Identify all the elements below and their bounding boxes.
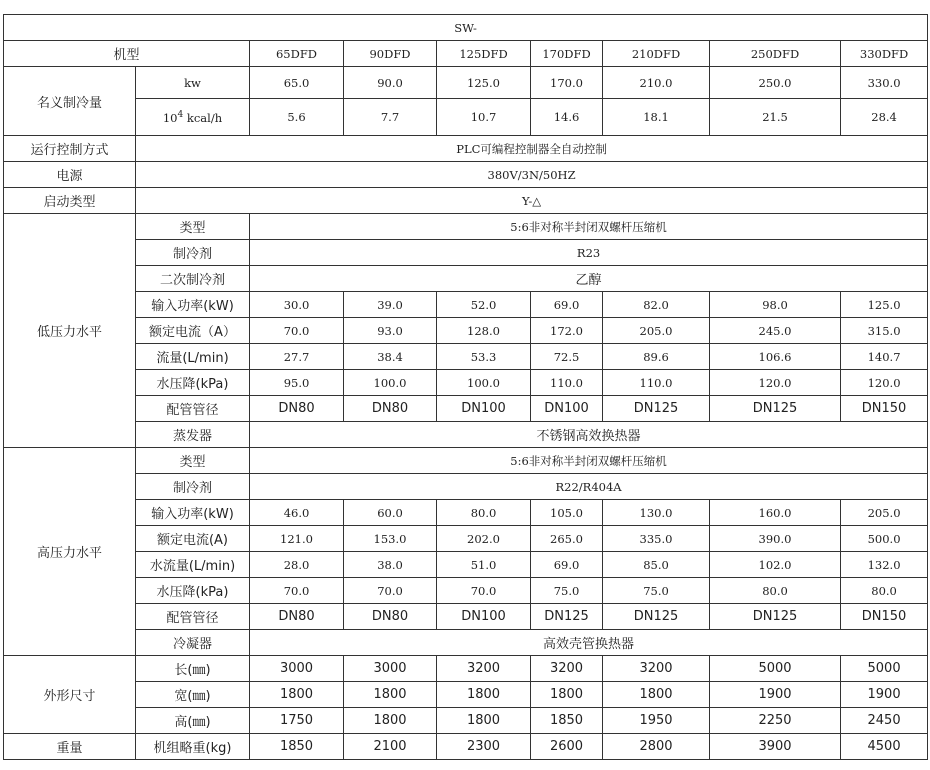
low-evap-row (4, 422, 928, 448)
low-type-value: 5:6非对称半封闭双螺杆压缩机 (250, 214, 928, 240)
dims-length-cell: 3200 (437, 656, 531, 682)
low-drop-cell: 120.0 (710, 370, 841, 396)
low-power-label: 输入功率(kW) (136, 292, 250, 318)
high-current-cell: 121.0 (250, 526, 344, 552)
high-current-label: 额定电流(A) (136, 526, 250, 552)
low-pipe-cell: DN80 (250, 396, 344, 422)
low-drop-row (4, 370, 928, 396)
startup-label: 启动类型 (4, 188, 136, 214)
high-current-cell: 202.0 (437, 526, 531, 552)
high-pipe-cell: DN125 (531, 604, 603, 630)
capacity-kw-cell: 250.0 (710, 67, 841, 99)
high-drop-cell: 75.0 (531, 578, 603, 604)
low-pipe-label: 配管管径 (136, 396, 250, 422)
dims-height-cell: 1950 (603, 708, 710, 734)
low-flow-cell: 106.6 (710, 344, 841, 370)
weight-cell: 2800 (603, 734, 710, 760)
low-current-cell: 93.0 (344, 318, 437, 344)
high-flow-row (4, 552, 928, 578)
capacity-kw-cell: 210.0 (603, 67, 710, 99)
high-current-cell: 265.0 (531, 526, 603, 552)
low-current-cell: 205.0 (603, 318, 710, 344)
capacity-kcal-cell: 10.7 (437, 99, 531, 136)
dims-length-row (4, 656, 928, 682)
low-drop-cell: 100.0 (344, 370, 437, 396)
high-drop-label: 水压降(kPa) (136, 578, 250, 604)
low-drop-cell: 120.0 (841, 370, 928, 396)
dims-height-cell: 1800 (437, 708, 531, 734)
dims-height-cell: 1850 (531, 708, 603, 734)
low-current-row (4, 318, 928, 344)
low-secondary-row (4, 266, 928, 292)
high-power-cell: 80.0 (437, 500, 531, 526)
high-cond-label: 冷凝器 (136, 630, 250, 656)
dims-width-cell: 1900 (841, 682, 928, 708)
dims-length-label: 长(㎜) (136, 656, 250, 682)
low-type-label: 类型 (136, 214, 250, 240)
capacity-kcal-unit (136, 99, 250, 136)
low-power-cell: 125.0 (841, 292, 928, 318)
high-power-label: 输入功率(kW) (136, 500, 250, 526)
low-power-cell: 98.0 (710, 292, 841, 318)
capacity-kw-row (4, 67, 928, 99)
dims-width-cell: 1800 (344, 682, 437, 708)
high-power-cell: 130.0 (603, 500, 710, 526)
high-drop-cell: 75.0 (603, 578, 710, 604)
high-pipe-label: 配管管径 (136, 604, 250, 630)
low-current-cell: 70.0 (250, 318, 344, 344)
model-cell: 65DFD (250, 41, 344, 67)
model-label: 机型 (4, 41, 250, 67)
low-flow-cell: 89.6 (603, 344, 710, 370)
dims-length-cell: 5000 (841, 656, 928, 682)
dims-width-cell: 1800 (603, 682, 710, 708)
control-row (4, 136, 928, 162)
startup-value: Y-△ (136, 188, 928, 214)
power-row (4, 162, 928, 188)
low-refrigerant-label: 制冷剂 (136, 240, 250, 266)
high-flow-cell: 51.0 (437, 552, 531, 578)
dims-height-label: 高(㎜) (136, 708, 250, 734)
high-section-label: 高压力水平 (4, 448, 136, 656)
model-cell: 90DFD (344, 41, 437, 67)
low-current-cell: 128.0 (437, 318, 531, 344)
dims-height-cell: 1750 (250, 708, 344, 734)
high-flow-cell: 69.0 (531, 552, 603, 578)
low-flow-cell: 140.7 (841, 344, 928, 370)
high-flow-cell: 102.0 (710, 552, 841, 578)
high-drop-cell: 70.0 (437, 578, 531, 604)
high-flow-cell: 38.0 (344, 552, 437, 578)
low-drop-cell: 110.0 (531, 370, 603, 396)
control-label: 运行控制方式 (4, 136, 136, 162)
high-refrigerant-row (4, 474, 928, 500)
model-cell: 210DFD (603, 41, 710, 67)
low-section-label: 低压力水平 (4, 214, 136, 448)
low-current-cell: 245.0 (710, 318, 841, 344)
high-current-cell: 500.0 (841, 526, 928, 552)
capacity-kw-cell: 170.0 (531, 67, 603, 99)
high-drop-cell: 80.0 (710, 578, 841, 604)
control-value: PLC可编程控制器全自动控制 (136, 136, 928, 162)
high-power-cell: 60.0 (344, 500, 437, 526)
capacity-kw-cell: 90.0 (344, 67, 437, 99)
low-flow-row (4, 344, 928, 370)
high-current-cell: 153.0 (344, 526, 437, 552)
model-cell: 330DFD (841, 41, 928, 67)
dims-height-cell: 2450 (841, 708, 928, 734)
dims-height-cell: 1800 (344, 708, 437, 734)
dims-length-cell: 3000 (344, 656, 437, 682)
high-refrigerant-label: 制冷剂 (136, 474, 250, 500)
high-drop-cell: 70.0 (344, 578, 437, 604)
low-current-cell: 315.0 (841, 318, 928, 344)
capacity-kcal-cell: 21.5 (710, 99, 841, 136)
dims-length-cell: 3000 (250, 656, 344, 682)
dims-height-row (4, 708, 928, 734)
model-cell: 170DFD (531, 41, 603, 67)
high-pipe-row (4, 604, 928, 630)
weight-cell: 2100 (344, 734, 437, 760)
dims-width-cell: 1800 (437, 682, 531, 708)
low-power-cell: 82.0 (603, 292, 710, 318)
capacity-kw-cell: 65.0 (250, 67, 344, 99)
series-title: SW- (4, 15, 928, 41)
high-refrigerant-value: R22/R404A (250, 474, 928, 500)
weight-sub-label: 机组略重(kg) (136, 734, 250, 760)
low-pipe-cell: DN150 (841, 396, 928, 422)
low-pipe-cell: DN100 (437, 396, 531, 422)
weight-cell: 4500 (841, 734, 928, 760)
high-current-cell: 390.0 (710, 526, 841, 552)
low-pipe-cell: DN80 (344, 396, 437, 422)
low-flow-cell: 53.3 (437, 344, 531, 370)
capacity-kcal-cell: 5.6 (250, 99, 344, 136)
high-flow-cell: 28.0 (250, 552, 344, 578)
capacity-kcal-cell: 7.7 (344, 99, 437, 136)
high-drop-row (4, 578, 928, 604)
high-power-cell: 46.0 (250, 500, 344, 526)
low-secondary-label: 二次制冷剂 (136, 266, 250, 292)
power-value: 380V/3N/50HZ (136, 162, 928, 188)
model-cell: 125DFD (437, 41, 531, 67)
dims-width-row (4, 682, 928, 708)
weight-row (4, 734, 928, 760)
low-flow-label: 流量(L/min) (136, 344, 250, 370)
low-drop-label: 水压降(kPa) (136, 370, 250, 396)
high-power-row (4, 500, 928, 526)
capacity-kw-unit: kw (136, 67, 250, 99)
high-pipe-cell: DN80 (344, 604, 437, 630)
title-row (4, 15, 928, 41)
low-power-cell: 69.0 (531, 292, 603, 318)
high-pipe-cell: DN150 (841, 604, 928, 630)
low-evap-value: 不锈钢高效换热器 (250, 422, 928, 448)
high-type-label: 类型 (136, 448, 250, 474)
low-power-row (4, 292, 928, 318)
capacity-kw-cell: 330.0 (841, 67, 928, 99)
weight-label: 重量 (4, 734, 136, 760)
spec-table (3, 14, 928, 760)
high-cond-value: 高效壳管换热器 (250, 630, 928, 656)
low-drop-cell: 110.0 (603, 370, 710, 396)
low-evap-label: 蒸发器 (136, 422, 250, 448)
high-pipe-cell: DN80 (250, 604, 344, 630)
dims-label: 外形尺寸 (4, 656, 136, 734)
weight-cell: 1850 (250, 734, 344, 760)
capacity-kcal-cell: 28.4 (841, 99, 928, 136)
low-pipe-cell: DN125 (710, 396, 841, 422)
weight-cell: 3900 (710, 734, 841, 760)
kcal-unit-rest: kcal/h (186, 110, 223, 125)
capacity-kcal-row (4, 99, 928, 136)
dims-height-cell: 2250 (710, 708, 841, 734)
model-row (4, 41, 928, 67)
high-flow-cell: 132.0 (841, 552, 928, 578)
high-power-cell: 105.0 (531, 500, 603, 526)
high-current-cell: 335.0 (603, 526, 710, 552)
low-power-cell: 30.0 (250, 292, 344, 318)
low-flow-cell: 38.4 (344, 344, 437, 370)
low-type-row (4, 214, 928, 240)
low-drop-cell: 95.0 (250, 370, 344, 396)
weight-cell: 2300 (437, 734, 531, 760)
high-type-value: 5:6非对称半封闭双螺杆压缩机 (250, 448, 928, 474)
dims-length-cell: 3200 (603, 656, 710, 682)
weight-cell: 2600 (531, 734, 603, 760)
kcal-exponent: 4 (177, 109, 184, 120)
dims-width-label: 宽(㎜) (136, 682, 250, 708)
high-pipe-cell: DN125 (710, 604, 841, 630)
high-power-cell: 160.0 (710, 500, 841, 526)
capacity-kcal-cell: 18.1 (603, 99, 710, 136)
dims-width-cell: 1800 (250, 682, 344, 708)
low-power-cell: 39.0 (344, 292, 437, 318)
low-drop-cell: 100.0 (437, 370, 531, 396)
high-pipe-cell: DN100 (437, 604, 531, 630)
high-drop-cell: 70.0 (250, 578, 344, 604)
dims-width-cell: 1800 (531, 682, 603, 708)
low-pipe-cell: DN100 (531, 396, 603, 422)
power-label: 电源 (4, 162, 136, 188)
capacity-label: 名义制冷量 (4, 67, 136, 136)
low-current-label: 额定电流（A） (136, 318, 250, 344)
low-pipe-row (4, 396, 928, 422)
high-current-row (4, 526, 928, 552)
high-drop-cell: 80.0 (841, 578, 928, 604)
capacity-kw-cell: 125.0 (437, 67, 531, 99)
high-type-row (4, 448, 928, 474)
dims-width-cell: 1900 (710, 682, 841, 708)
model-cell: 250DFD (710, 41, 841, 67)
high-pipe-cell: DN125 (603, 604, 710, 630)
low-secondary-value: 乙醇 (250, 266, 928, 292)
low-refrigerant-value: R23 (250, 240, 928, 266)
low-flow-cell: 72.5 (531, 344, 603, 370)
high-cond-row (4, 630, 928, 656)
capacity-kcal-cell: 14.6 (531, 99, 603, 136)
low-power-cell: 52.0 (437, 292, 531, 318)
dims-length-cell: 3200 (531, 656, 603, 682)
low-current-cell: 172.0 (531, 318, 603, 344)
startup-row (4, 188, 928, 214)
high-flow-label: 水流量(L/min) (136, 552, 250, 578)
kcal-base: 10 (162, 110, 178, 125)
low-flow-cell: 27.7 (250, 344, 344, 370)
high-flow-cell: 85.0 (603, 552, 710, 578)
low-refrigerant-row (4, 240, 928, 266)
high-power-cell: 205.0 (841, 500, 928, 526)
dims-length-cell: 5000 (710, 656, 841, 682)
low-pipe-cell: DN125 (603, 396, 710, 422)
